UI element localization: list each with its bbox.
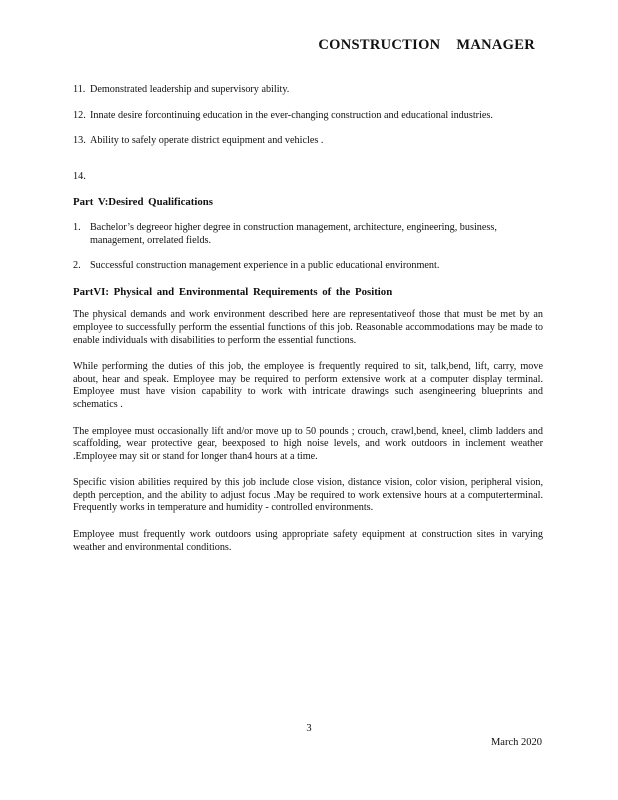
list-number: 1. bbox=[73, 221, 81, 233]
list-item bbox=[73, 222, 543, 247]
paragraph: Employee must frequently work outdoors using appropriate safety equipment at construction sites in varying weather and environmental conditions. bbox=[73, 529, 543, 553]
list-number: 13. bbox=[73, 135, 86, 147]
list-number: 12. bbox=[73, 109, 86, 121]
list-item bbox=[73, 84, 543, 97]
list-item bbox=[73, 260, 543, 273]
section-heading-part5: Part V:Desired Qualifications bbox=[73, 196, 213, 209]
list-text: Demonstrated leadership and supervisory ability. bbox=[90, 84, 290, 95]
list-text: Innate desire forcontinuing education in the ever-changing construction and educational industries. bbox=[90, 109, 493, 121]
list-number: 2. bbox=[73, 260, 81, 272]
list-number: 14. bbox=[73, 170, 86, 182]
list-item bbox=[73, 110, 543, 123]
list-text: Bachelor’s degreeor higher degree in construction management, architecture, engineering, business, management, orrelated fields. bbox=[90, 221, 497, 246]
list-text: Successful construction management experience in a public educational environment. bbox=[90, 260, 440, 272]
list-text bbox=[90, 171, 543, 184]
footer-date: March 2020 bbox=[490, 737, 542, 748]
paragraph: Specific vision abilities required by this job include close vision, distance vision, color vision, peripheral vision, depth perception, and the ability to adjust focus .May be required to work extensive hours at a computerterminal. Frequently works in temperature and humidity - controlled environments. bbox=[73, 477, 543, 514]
list-item bbox=[73, 171, 543, 184]
list-number: 11. bbox=[73, 84, 86, 95]
list-item bbox=[73, 135, 543, 148]
paragraph: The physical demands and work environment described here are representativeof those that must be met by an employee to successfully perform the essential functions of this job. Reasonable accommodations may be made to enable individuals with disabilities to perform the essential functions. bbox=[73, 309, 543, 346]
document-body bbox=[73, 84, 543, 568]
paragraph: The employee must occasionally lift and/or move up to 50 pounds ; crouch, crawl,bend, kneel, climb ladders and scaffolding, wear protective gear, beexposed to high noise levels, and work outdoors in inclement weather .Employee may sit or stand for longer than4 hours at a time. bbox=[73, 425, 543, 462]
list-text: Ability to safely operate district equipment and vehicles . bbox=[90, 135, 324, 147]
page-title: CONSTRUCTION MANAGER bbox=[318, 37, 535, 53]
section-heading-part6: PartVI: Physical and Environmental Requirements of the Position bbox=[73, 285, 393, 298]
paragraph: While performing the duties of this job, the employee is frequently required to sit, talk,bend, lift, carry, move about, hear and speak. Employee may be required to perform extensive work at a computer display terminal. Employee must have vision capability to work with intricate drawings such asengineering blueprints and schematics . bbox=[73, 361, 543, 410]
page-number: 3 bbox=[306, 723, 312, 734]
